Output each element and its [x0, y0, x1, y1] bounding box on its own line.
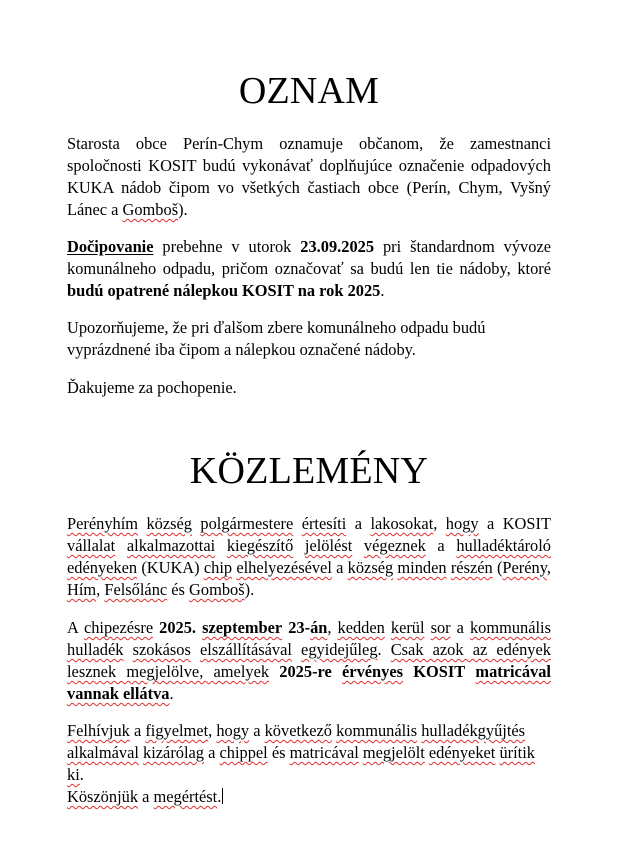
bold-word: 2025.	[159, 618, 197, 637]
text: a	[249, 721, 265, 740]
word: következő	[264, 721, 332, 740]
text: a	[204, 743, 220, 762]
word: Perényhím	[67, 514, 139, 533]
word: figyelmet	[145, 721, 209, 740]
text: a	[346, 514, 371, 533]
word: végeznek	[363, 536, 426, 555]
paragraph-sk-1	[67, 133, 551, 221]
word: szokásos	[132, 640, 191, 659]
word: kedden	[337, 618, 385, 637]
text: ,	[327, 618, 338, 637]
paragraph-sk-3: Upozorňujeme, že pri ďalšom zbere komunálneho odpadu budú vyprázdnené iba čipom a nálepkou označené nádoby.	[67, 318, 486, 359]
text	[465, 662, 475, 681]
word: és	[271, 743, 286, 762]
text	[293, 536, 305, 555]
text: prebehne v utorok	[153, 237, 301, 256]
bold-phrase: matricával vannak ellátva	[67, 662, 551, 703]
word: kerül	[390, 618, 425, 637]
bold-word: 23-	[288, 618, 311, 637]
paragraph-sk-1-text: Starosta obce Perín-Chym oznamuje občanom, že zamestnanci spoločnosti KOSIT budú vykonávať doplňujúce označenie odpadových KUKA nádob čipom vo všetkých častiach obce (Perín, Chym, Vyšný Lánec a	[67, 134, 551, 219]
text: a	[138, 787, 154, 806]
text	[269, 662, 279, 681]
word: jelölést	[304, 536, 353, 555]
word: edényeket	[428, 743, 496, 762]
word: megjelölt	[362, 743, 425, 762]
text: a	[450, 618, 470, 637]
word: alkalmazottai	[126, 536, 216, 555]
misspelled-word: Gomboš	[122, 200, 179, 219]
text: pri štandardnom vývoze komunálneho odpadu, pričom označovať sa budú len tie nádoby, ktoré	[67, 237, 551, 278]
bold-word: KOSIT	[413, 662, 466, 681]
text	[191, 640, 200, 659]
paragraph-hu-3	[67, 720, 551, 808]
word: kizárólag	[143, 743, 204, 762]
text	[352, 536, 364, 555]
word: egyidejűleg	[301, 640, 378, 659]
word: ürítik	[499, 743, 535, 762]
word: Gomboš	[189, 580, 245, 599]
word: Hím	[67, 580, 97, 599]
text	[292, 640, 301, 659]
text: .	[169, 684, 174, 703]
word: chippel	[219, 743, 268, 762]
word: hulladékgyűjtés	[421, 721, 526, 740]
word: értesíti	[301, 514, 347, 533]
bold-word: érvényes	[342, 662, 404, 681]
word: chipezésre	[83, 618, 154, 637]
title-kozlemeny: KÖZLEMÉNY	[189, 450, 429, 492]
text: ,	[546, 558, 551, 577]
word: hulladéktároló	[456, 536, 551, 555]
word: hogy	[216, 721, 250, 740]
text: a	[425, 536, 457, 555]
bold-phrase: budú opatrené nálepkou KOSIT na rok 2025	[67, 281, 381, 300]
word: elszállításával	[199, 640, 292, 659]
word: ki	[67, 765, 80, 784]
text: (	[492, 558, 503, 577]
text: ,	[208, 721, 217, 740]
word: község	[146, 514, 192, 533]
text: (KUKA)	[137, 558, 204, 577]
word: edényeken	[67, 558, 138, 577]
text	[215, 536, 227, 555]
bold-date: 23.09.2025	[300, 237, 375, 256]
word: chip	[203, 558, 233, 577]
text	[115, 536, 127, 555]
word: község	[347, 558, 394, 577]
word: és	[171, 580, 185, 599]
text: a	[331, 558, 348, 577]
text: A	[67, 618, 84, 637]
word: kiegészítő	[226, 536, 294, 555]
word: Felsőlánc	[104, 580, 168, 599]
word: részén	[450, 558, 493, 577]
word: matricával	[289, 743, 359, 762]
punctuation: .	[380, 281, 385, 300]
word: lakosokat	[370, 514, 434, 533]
text-cursor[interactable]	[222, 788, 223, 804]
word: Felhívjuk	[67, 721, 130, 740]
word: megértést	[153, 787, 218, 806]
word: hogy	[445, 514, 479, 533]
word: minden	[397, 558, 447, 577]
word: sor	[430, 618, 451, 637]
word: polgármestere	[200, 514, 294, 533]
text: a	[129, 721, 146, 740]
text	[403, 662, 413, 681]
text: a KOSIT	[478, 514, 551, 533]
paragraph-sk-4: Ďakujeme za pochopenie.	[67, 378, 237, 397]
word: hulladék	[67, 640, 124, 659]
text: ).	[244, 580, 255, 599]
text	[123, 640, 132, 659]
title-oznam: OZNAM	[238, 70, 380, 112]
word: Perény	[502, 558, 547, 577]
text: ,	[433, 514, 446, 533]
paragraph-hu-1	[67, 513, 551, 601]
paragraph-hu-2	[67, 617, 551, 705]
phrase: Csak azok az edények lesznek megjelölve, amelyek	[67, 640, 551, 681]
word: kommunális	[336, 721, 418, 740]
word: alkalmával	[67, 743, 139, 762]
text: .	[377, 640, 391, 659]
bold-word: án	[310, 618, 328, 637]
text	[332, 662, 342, 681]
punctuation: ).	[178, 200, 188, 219]
word: elhelyezésével	[236, 558, 332, 577]
word: kommunális	[469, 618, 551, 637]
word: vállalat	[67, 536, 116, 555]
bold-word: 2025-re	[279, 662, 332, 681]
word: Köszönjük	[67, 787, 139, 806]
text: .	[79, 765, 84, 784]
text: ,	[96, 580, 105, 599]
paragraph-sk-2	[67, 236, 551, 302]
bold-underlined-word: Dočipovanie	[67, 237, 154, 256]
bold-word: szeptember	[202, 618, 283, 637]
text: .	[217, 787, 222, 806]
